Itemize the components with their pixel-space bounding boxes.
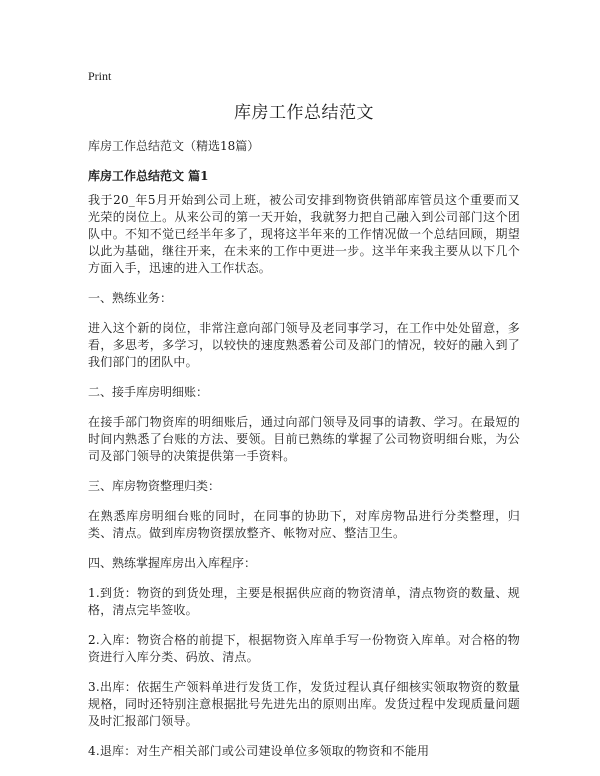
document-subtitle: 库房工作总结范文（精选18篇） bbox=[88, 139, 260, 153]
paragraph-body-3: 在熟悉库房明细台账的同时，在同事的协助下，对库房物品进行分类整理，归类、清点。做到库房物资摆放整齐、帐物对应、整洁卫生。 bbox=[88, 509, 520, 540]
paragraph-step-inbound: 2.入库：物资合格的前提下，根据物资入库单手写一份物资入库单。对合格的物资进行入库分类、码放、清点。 bbox=[88, 633, 520, 664]
paragraph-intro: 我于20_年5月开始到公司上班，被公司安排到物资供销部库管员这个重要而又光荣的岗位上。从来公司的第一天开始，我就努力把自己融入到公司部门这个团队中。不知不觉已经半年多了，现将这半年来的工作情况做一个总结回顾，期望以此为基础，继往开来，在未来的工作中更进一步。这半年来我主要从以下几个方面入手，迅速的进入工作状态。 bbox=[88, 193, 520, 275]
paragraph-heading-1: 一、熟练业务： bbox=[88, 291, 173, 305]
paragraph-heading-2: 二、接手库房明细账： bbox=[88, 385, 209, 399]
paragraph-step-arrival: 1.到货：物资的到货处理，主要是根据供应商的物资清单，清点物资的数量、规格，清点完毕签收。 bbox=[88, 586, 520, 617]
print-link[interactable]: Print bbox=[88, 69, 112, 83]
page-title: 库房工作总结范文 bbox=[234, 103, 374, 123]
paragraph-step-return: 4.退库：对生产相关部门或公司建设单位多领取的物资和不能用 bbox=[88, 744, 430, 758]
document-page bbox=[88, 68, 520, 773]
paragraph-step-outbound: 3.出库：依据生产领料单进行发货工作，发货过程认真仔细核实领取物资的数量规格，同时还特别注意根据批号先进先出的原则出库。发货过程中发现质量问题及时汇报部门领导。 bbox=[88, 680, 520, 728]
paragraph-heading-3: 三、库房物资整理归类： bbox=[88, 479, 221, 493]
paragraph-body-1: 进入这个新的岗位，非常注意向部门领导及老同事学习，在工作中处处留意，多看，多思考，多学习，以较快的速度熟悉着公司及部门的情况，较好的融入到了我们部门的团队中。 bbox=[88, 321, 520, 369]
section-title: 库房工作总结范文 篇1 bbox=[88, 169, 209, 183]
paragraph-heading-4: 四、熟练掌握库房出入库程序： bbox=[88, 556, 257, 570]
paragraph-body-2: 在接手部门物资库的明细账后，通过向部门领导及同事的请教、学习。在最短的时间内熟悉了台账的方法、要领。目前已熟练的掌握了公司物资明细台账，为公司及部门领导的决策提供第一手资料。 bbox=[88, 415, 520, 463]
